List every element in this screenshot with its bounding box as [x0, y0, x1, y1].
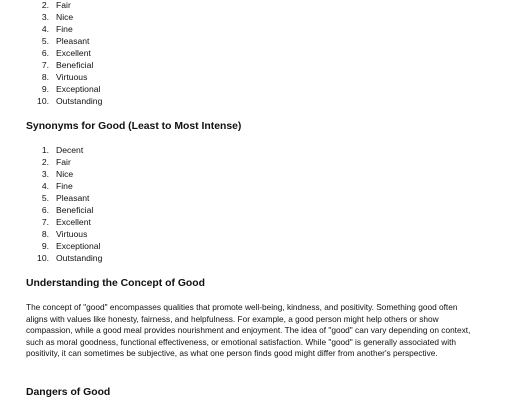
list-item [0, 192, 506, 204]
list-number: 5. [41, 36, 49, 46]
list-item [0, 71, 506, 83]
list-text: Fine [56, 24, 73, 34]
list-text: Fine [56, 181, 73, 191]
list-item [0, 35, 506, 47]
list-number: 3. [41, 12, 49, 22]
concept-paragraph: The concept of "good" encompasses qualities that promote well-being, kindness, and positivity. Something good often aligns with values like honesty, fairness, and helpfulness. For example, a good person might help others or show compassion, while a good meal provides nourishment and enjoyment. The idea of "good" can vary depending on context, such as moral goodness, functional effectiveness, or emotional satisfaction. While "good" is generally associated with positivity, it can sometimes be subjective, as what one person finds good might differ from another's perspective. [26, 302, 471, 359]
section-heading-concept: Understanding the Concept of Good [26, 278, 205, 289]
list-number: 8. [41, 229, 49, 239]
list-item [0, 252, 506, 264]
list-text: Fair [56, 157, 71, 167]
list-number: 7. [41, 60, 49, 70]
list-number: 1. [41, 145, 49, 155]
list-number: 10. [37, 253, 49, 263]
list-text: Virtuous [56, 72, 88, 82]
list-number: 9. [41, 241, 49, 251]
list-text: Exceptional [56, 84, 101, 94]
list-number: 10. [37, 96, 49, 106]
synonyms-list-continued [0, 0, 506, 107]
list-number: 4. [41, 24, 49, 34]
synonyms-list [0, 144, 506, 264]
list-text: Decent [56, 145, 84, 155]
list-text: Fair [56, 0, 71, 10]
list-item [0, 11, 506, 23]
list-item [0, 180, 506, 192]
list-text: Nice [56, 12, 74, 22]
list-text: Pleasant [56, 36, 90, 46]
list-text: Outstanding [56, 253, 103, 263]
list-text: Outstanding [56, 96, 103, 106]
section-heading-dangers: Dangers of Good [26, 387, 111, 398]
list-item [0, 23, 506, 35]
list-item [0, 95, 506, 107]
list-number: 8. [41, 72, 49, 82]
list-number: 9. [41, 84, 49, 94]
list-number: 2. [41, 0, 49, 10]
list-item [0, 168, 506, 180]
list-number: 2. [41, 157, 49, 167]
list-text: Excellent [56, 217, 91, 227]
list-number: 6. [41, 48, 49, 58]
list-item [0, 144, 506, 156]
list-text: Beneficial [56, 205, 94, 215]
list-number: 5. [41, 193, 49, 203]
list-text: Exceptional [56, 241, 101, 251]
list-number: 6. [41, 205, 49, 215]
list-number: 4. [41, 181, 49, 191]
list-text: Pleasant [56, 193, 90, 203]
list-item [0, 156, 506, 168]
list-text: Beneficial [56, 60, 94, 70]
list-item [0, 216, 506, 228]
list-number: 7. [41, 217, 49, 227]
section-heading-synonyms: Synonyms for Good (Least to Most Intense) [26, 121, 242, 132]
list-number: 3. [41, 169, 49, 179]
list-text: Nice [56, 169, 74, 179]
list-item [0, 59, 506, 71]
list-item [0, 83, 506, 95]
list-item [0, 240, 506, 252]
list-item [0, 0, 506, 11]
list-item [0, 47, 506, 59]
list-text: Virtuous [56, 229, 88, 239]
list-text: Excellent [56, 48, 91, 58]
list-item [0, 228, 506, 240]
list-item [0, 204, 506, 216]
